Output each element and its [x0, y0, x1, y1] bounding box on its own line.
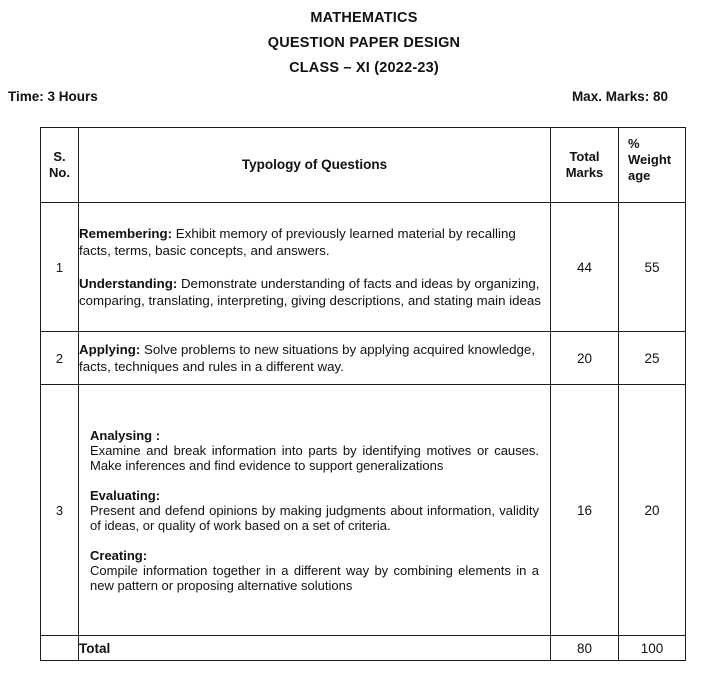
typology-block — [79, 275, 550, 310]
document-type-title: QUESTION PAPER DESIGN — [267, 35, 461, 51]
column-header-serial-number-line1: S. — [53, 149, 66, 164]
total-row-label: Total — [79, 636, 551, 661]
typology-block — [79, 225, 550, 260]
question-paper-design-table — [40, 127, 686, 661]
typology-block — [90, 428, 539, 473]
column-header-weightage-line1: % — [628, 136, 640, 151]
question-paper-design-table-wrapper — [40, 127, 685, 661]
row-weightage: 25 — [619, 332, 686, 385]
column-header-typology: Typology of Questions — [79, 128, 551, 203]
total-row-serial-number — [41, 636, 79, 661]
typology-block-text: Solve problems to new situations by applying acquired knowledge, facts, techniques and rules in a different way. — [79, 341, 536, 374]
exam-meta-row — [0, 81, 728, 104]
row-weightage: 20 — [619, 385, 686, 636]
row-serial-number: 2 — [41, 332, 79, 385]
typology-block-text: Present and defend opinions by making judgments about information, validity of ideas, or quality of work based on a set of criteria. — [90, 502, 539, 533]
column-header-weightage-line2: Weight — [628, 152, 672, 167]
column-header-weightage-line3: age — [628, 168, 651, 183]
table-row — [41, 203, 686, 332]
row-total-marks: 16 — [551, 385, 619, 636]
typology-block-lead: Creating: — [90, 547, 148, 563]
typology-block-text: Exhibit memory of previously learned material by recalling facts, terms, basic concepts, and answers. — [79, 225, 516, 258]
row-serial-number: 1 — [41, 203, 79, 332]
typology-block-lead: Evaluating: — [90, 487, 161, 503]
row-serial-number: 3 — [41, 385, 79, 636]
table-row — [41, 385, 686, 636]
typology-block — [79, 341, 550, 376]
typology-block-lead: Applying: — [79, 341, 141, 357]
total-row-weightage: 100 — [619, 636, 686, 661]
column-header-total-marks-line2: Marks — [565, 165, 604, 180]
column-header-serial-number-line2: No. — [49, 165, 70, 180]
row-weightage: 55 — [619, 203, 686, 332]
row-total-marks: 20 — [551, 332, 619, 385]
time-allowed-label: Time: 3 Hours — [8, 89, 98, 104]
max-marks-label: Max. Marks: 80 — [571, 89, 668, 104]
typology-block-text: Compile information together in a different way by combining elements in a new pattern or proposing alternative solutions — [90, 562, 539, 593]
typology-block-lead: Analysing : — [90, 427, 161, 443]
row-typology-description — [79, 385, 551, 636]
subject-title: MATHEMATICS — [310, 10, 418, 26]
typology-block — [90, 488, 539, 533]
document-header — [0, 0, 728, 81]
typology-block-text: Demonstrate understanding of facts and ideas by organizing, comparing, translating, interpreting, giving descriptions, and stating main ideas — [79, 275, 541, 308]
typology-block — [90, 548, 539, 593]
table-header-row — [41, 128, 686, 203]
column-header-total-marks — [551, 128, 619, 203]
table-total-row — [41, 636, 686, 661]
typology-block-lead: Understanding: — [79, 275, 178, 291]
typology-block-group — [79, 422, 550, 599]
row-typology-description — [79, 203, 551, 332]
typology-block-text: Examine and break information into parts by identifying motives or causes. Make inferences and find evidence to support generalizations — [90, 442, 539, 473]
class-and-session-title: CLASS – XI (2022-23) — [289, 60, 439, 76]
typology-block-lead: Remembering: — [79, 225, 173, 241]
row-total-marks: 44 — [551, 203, 619, 332]
column-header-serial-number — [41, 128, 79, 203]
row-typology-description — [79, 332, 551, 385]
column-header-weightage — [619, 128, 686, 203]
total-row-total-marks: 80 — [551, 636, 619, 661]
table-row — [41, 332, 686, 385]
column-header-total-marks-line1: Total — [569, 149, 600, 164]
